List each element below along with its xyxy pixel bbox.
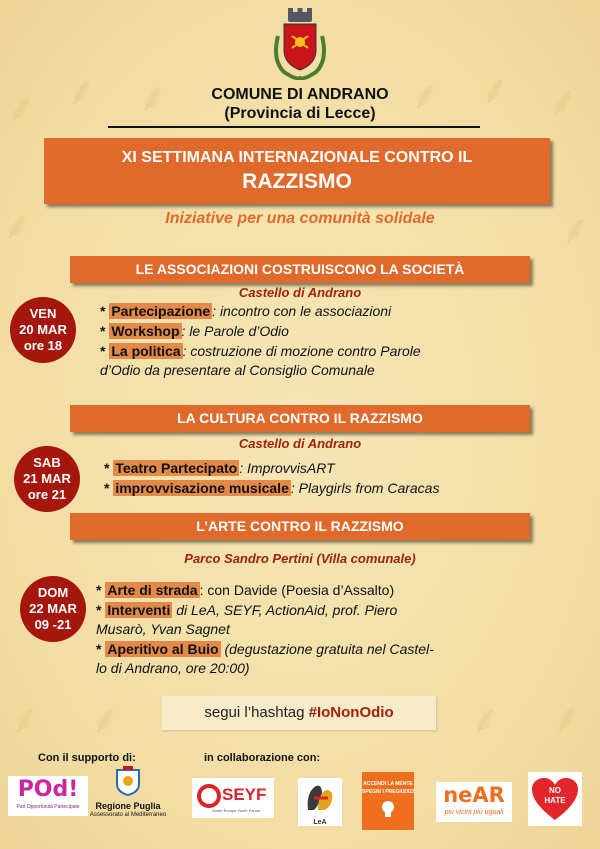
item-keyword: La politica <box>111 343 181 359</box>
date-date: 20 MAR <box>19 321 67 337</box>
list-item <box>104 479 439 497</box>
venue: Castello di Andrano <box>238 436 362 451</box>
hashtag-tag: #IoNonOdio <box>308 704 394 721</box>
section-heading-text: LA CULTURA CONTRO IL RAZZISMO <box>177 410 423 426</box>
lea-heads-icon <box>302 780 338 814</box>
date-day: SAB <box>33 454 61 470</box>
wheat-icon: ⸙ <box>548 79 578 125</box>
wheat-icon: ⸙ <box>410 73 440 119</box>
near-logo <box>436 782 512 822</box>
province-name: (Provincia di Lecce) <box>224 105 376 122</box>
item-continuation: Musarò, Yvan Sagnet <box>96 621 230 637</box>
item-text: : con Davide (Poesia d’Assalto) <box>199 582 395 598</box>
item-text: (degustazione gratuita nel Castel- <box>220 641 434 657</box>
item-keyword: improvvisazione musicale <box>115 480 289 496</box>
date-badge <box>14 446 80 512</box>
bullet-star: * <box>104 460 110 476</box>
section-heading <box>70 256 530 283</box>
wheat-icon: ⸙ <box>138 75 168 121</box>
item-keyword: Teatro Partecipato <box>115 460 238 476</box>
date-time: ore 18 <box>23 338 63 354</box>
date-time: ore 21 <box>27 487 67 503</box>
bullet-star: * <box>96 641 102 657</box>
bullet-star: * <box>100 343 106 359</box>
near-name: neAR <box>443 783 505 807</box>
item-keyword: Partecipazione <box>111 303 211 319</box>
date-date: 21 MAR <box>23 470 71 486</box>
wheat-icon: ⸙ <box>66 69 96 115</box>
item-keyword: Arte di strada <box>107 582 198 598</box>
bulb-icon <box>381 800 395 818</box>
item-text: : Playgirls from Caracas <box>290 480 440 496</box>
section-heading <box>70 513 530 540</box>
seyf-sub: South Europe Youth Forum <box>212 808 261 813</box>
item-text: : incontro con le associazioni <box>212 303 392 319</box>
pod-logo-sub: Pari Opportunità Partecipate <box>16 804 80 810</box>
hashtag-box <box>162 696 436 730</box>
item-continuation: d’Odio da presentare al Consiglio Comunale <box>100 362 375 378</box>
date-day: DOM <box>37 584 69 600</box>
main-title-line1: XI SETTIMANA INTERNAZIONALE CONTRO IL <box>121 149 473 166</box>
wheat-icon: ⸙ <box>560 207 590 253</box>
seyf-ring-icon <box>196 783 222 809</box>
item-keyword: Interventi <box>107 602 171 618</box>
list-item <box>96 601 397 619</box>
item-continuation: lo di Andrano, ore 20:00) <box>96 660 250 676</box>
item-keyword: Aperitivo al Buio <box>107 641 219 657</box>
accendi-la-mente-logo <box>362 772 414 830</box>
item-text: : costruzione di mozione contro Parole <box>182 343 421 359</box>
hashtag-prefix: segui l’hashtag <box>204 704 305 721</box>
no-hate-line1: NO <box>549 786 561 795</box>
list-item <box>100 342 421 360</box>
no-hate-logo <box>528 772 582 826</box>
lea-name: LeA <box>313 819 327 826</box>
bullet-star: * <box>96 602 102 618</box>
regione-emblem-icon <box>115 766 141 796</box>
venue: Castello di Andrano <box>238 285 362 300</box>
pod-logo <box>8 776 88 816</box>
municipal-crest-icon <box>268 8 332 80</box>
section-heading-text: L’ARTE CONTRO IL RAZZISMO <box>196 518 404 534</box>
pod-logo-name: POd! <box>17 777 79 802</box>
regione-puglia-logo <box>88 766 168 822</box>
wheat-icon: ⸙ <box>90 697 120 743</box>
collab-label: in collaborazione con: <box>204 752 321 764</box>
municipality-name: COMUNE DI ANDRANO <box>211 86 389 103</box>
bullet-star: * <box>100 303 106 319</box>
wheat-icon: ⸙ <box>470 697 500 743</box>
no-hate-line2: HATE <box>544 796 566 805</box>
item-text: : ImprovvisART <box>239 460 335 476</box>
regione-sub: Assessorato al Mediterraneo <box>89 812 167 818</box>
header-divider <box>108 126 480 128</box>
wheat-icon: ⸙ <box>552 695 582 741</box>
date-date: 22 MAR <box>29 600 77 616</box>
main-title-box <box>44 138 550 204</box>
main-title-line2: RAZZISMO <box>242 170 352 193</box>
date-time: 09 -21 <box>34 617 72 633</box>
date-badge <box>20 576 86 642</box>
regione-name: Regione Puglia <box>95 801 161 811</box>
list-item <box>96 581 394 599</box>
seyf-name: SEYF <box>222 785 267 804</box>
subtitle: Iniziative per una comunità solidale <box>165 210 435 227</box>
wheat-icon: ⸙ <box>10 697 40 743</box>
list-item <box>100 302 391 320</box>
seyf-logo <box>192 778 274 818</box>
bullet-star: * <box>96 582 102 598</box>
section-heading <box>70 405 530 432</box>
item-text: di LeA, SEYF, ActionAid, prof. Piero <box>172 602 398 618</box>
near-sub: più vicini più uguali <box>444 809 504 816</box>
item-keyword: Workshop <box>111 323 180 339</box>
support-label: Con il supporto di: <box>38 752 136 764</box>
wheat-icon: ⸙ <box>6 85 36 131</box>
accendi-line2: SPEGNI I PREGIUDIZI <box>362 789 414 795</box>
list-item <box>104 459 335 477</box>
section-heading-text: LE ASSOCIAZIONI COSTRUISCONO LA SOCIETÀ <box>135 261 465 277</box>
date-badge <box>10 297 76 363</box>
accendi-line1: ACCENDI LA MENTE <box>363 781 413 787</box>
wheat-icon: ⸙ <box>2 203 32 249</box>
venue: Parco Sandro Pertini (Villa comunale) <box>184 551 416 566</box>
lea-logo <box>298 778 342 826</box>
bullet-star: * <box>100 323 106 339</box>
bullet-star: * <box>104 480 110 496</box>
list-item <box>100 322 289 340</box>
wheat-icon: ⸙ <box>480 67 510 113</box>
date-day: VEN <box>29 305 57 321</box>
list-item <box>96 640 434 658</box>
item-text: : le Parole d’Odio <box>181 323 289 339</box>
